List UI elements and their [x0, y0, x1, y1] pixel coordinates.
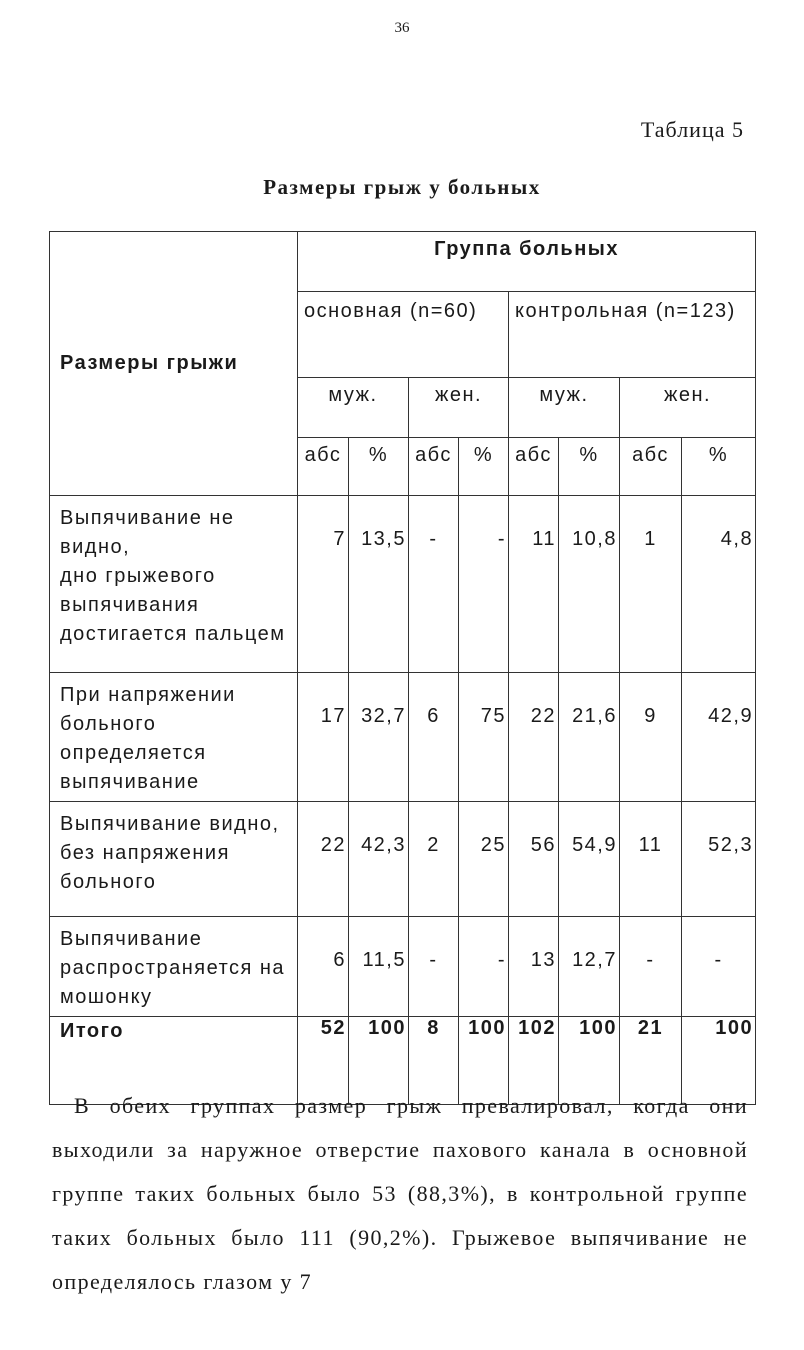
- cell-value: -: [620, 917, 682, 1017]
- table-title: Размеры грыж у больных: [263, 175, 541, 199]
- cell-value: 52,3: [682, 802, 756, 917]
- cell-value: 2: [409, 802, 459, 917]
- cell-value: 7: [298, 496, 349, 673]
- cell-value: 6: [298, 917, 349, 1017]
- cell-value: 11: [620, 802, 682, 917]
- total-value: 100: [459, 1017, 509, 1105]
- unit-header: абс: [298, 438, 349, 496]
- total-value: 102: [509, 1017, 559, 1105]
- sex-header: жен.: [409, 378, 509, 438]
- unit-header: %: [682, 438, 756, 496]
- row-label: Выпячивание распространяется на мошонку: [50, 917, 298, 1017]
- table-row: [50, 802, 756, 917]
- unit-header: абс: [509, 438, 559, 496]
- group-control-header: контрольная (n=123): [509, 292, 756, 378]
- unit-header: %: [349, 438, 409, 496]
- cell-value: 22: [298, 802, 349, 917]
- row-label: При напряжении больного определяется выпячивание: [50, 673, 298, 802]
- table-caption: Таблица 5: [640, 117, 744, 142]
- unit-header: абс: [620, 438, 682, 496]
- body-paragraph: [52, 1084, 748, 1304]
- sex-header: муж.: [509, 378, 620, 438]
- total-value: 100: [349, 1017, 409, 1105]
- cell-value: 10,8: [559, 496, 620, 673]
- unit-header: абс: [409, 438, 459, 496]
- cell-value: 13,5: [349, 496, 409, 673]
- cell-value: -: [459, 496, 509, 673]
- cell-value: 9: [620, 673, 682, 802]
- cell-value: -: [682, 917, 756, 1017]
- group-main-header: основная (n=60): [298, 292, 509, 378]
- sex-header: муж.: [298, 378, 409, 438]
- unit-header: %: [459, 438, 509, 496]
- group-header: Группа больных: [298, 232, 756, 292]
- row-label: Выпячивание видно, без напряжения больного: [50, 802, 298, 917]
- total-value: 52: [298, 1017, 349, 1105]
- hernia-size-table: [49, 231, 756, 1105]
- total-label: Итого: [50, 1017, 298, 1105]
- cell-value: 25: [459, 802, 509, 917]
- cell-value: 32,7: [349, 673, 409, 802]
- cell-value: 22: [509, 673, 559, 802]
- total-value: 8: [409, 1017, 459, 1105]
- cell-value: 17: [298, 673, 349, 802]
- cell-value: -: [409, 496, 459, 673]
- sex-header: жен.: [620, 378, 756, 438]
- cell-value: 54,9: [559, 802, 620, 917]
- cell-value: 56: [509, 802, 559, 917]
- cell-value: 4,8: [682, 496, 756, 673]
- cell-value: 42,3: [349, 802, 409, 917]
- paragraph-text: В обеих группах размер грыж превалировал, когда они выходили за наружное отверстие пахового канала в основной группе таких больных было 53 (88,3%), в контрольной группе таких больных было 111 (90,2%). Грыжевое выпячивание не определялось глазом у 7: [52, 1093, 748, 1294]
- cell-value: 42,9: [682, 673, 756, 802]
- unit-header: %: [559, 438, 620, 496]
- cell-value: 13: [509, 917, 559, 1017]
- cell-value: -: [459, 917, 509, 1017]
- total-value: 100: [682, 1017, 756, 1105]
- total-value: 21: [620, 1017, 682, 1105]
- cell-value: -: [409, 917, 459, 1017]
- row-header: Размеры грыжи: [50, 232, 298, 496]
- page-number: 36: [394, 20, 410, 36]
- cell-value: 11,5: [349, 917, 409, 1017]
- cell-value: 11: [509, 496, 559, 673]
- cell-value: 21,6: [559, 673, 620, 802]
- table-row: [50, 917, 756, 1017]
- total-value: 100: [559, 1017, 620, 1105]
- table-row: [50, 496, 756, 673]
- cell-value: 75: [459, 673, 509, 802]
- cell-value: 12,7: [559, 917, 620, 1017]
- table-row: [50, 673, 756, 802]
- cell-value: 1: [620, 496, 682, 673]
- cell-value: 6: [409, 673, 459, 802]
- row-label: Выпячивание не видно, дно грыжевого выпячивания достигается пальцем: [50, 496, 298, 673]
